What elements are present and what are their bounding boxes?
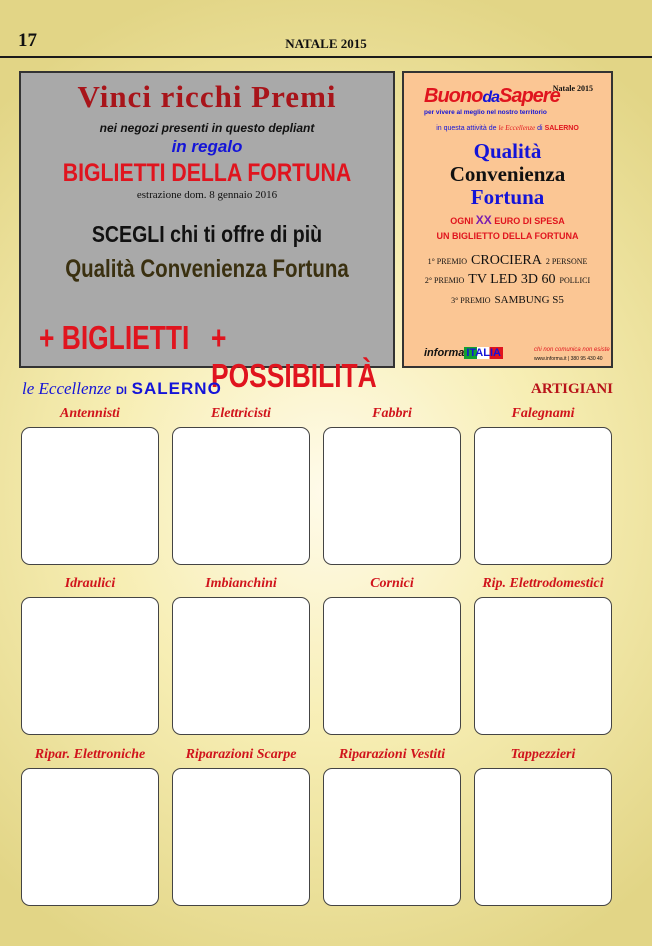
- promo-in-regalo: in regalo: [171, 137, 243, 156]
- category-label: Antennisti: [60, 406, 120, 421]
- category-box: [323, 597, 461, 735]
- coupon-activity-line: in questa attività de le Eccellenze di SALERNO: [436, 124, 579, 132]
- coupon-qualita: Qualità: [473, 139, 542, 163]
- category-label: Imbianchini: [205, 576, 277, 591]
- promo-headline: Vinci ricchi Premi: [77, 79, 337, 114]
- category-box: [323, 768, 461, 906]
- category-box: [474, 597, 612, 735]
- informa-italia-logo: informa ITALIA: [424, 347, 501, 359]
- category-box: [172, 597, 310, 735]
- category-label: Rip. Elettrodomestici: [482, 576, 604, 591]
- page-number: 17: [18, 30, 37, 51]
- category-box: [474, 768, 612, 906]
- category-label: Ripar. Elettroniche: [34, 747, 146, 762]
- page-title: NATALE 2015: [285, 36, 367, 51]
- coupon-edition: Natale 2015: [552, 84, 593, 93]
- section-category: ARTIGIANI: [531, 381, 613, 397]
- coupon-box: [402, 71, 613, 368]
- coupon-convenienza: Convenienza: [449, 162, 566, 186]
- promo-estrazione: estrazione dom. 8 gennaio 2016: [136, 189, 278, 201]
- category-box: [21, 597, 159, 735]
- coupon-slogan: per vivere al meglio nel nostro territorio: [424, 109, 547, 116]
- coupon-footer-slogan: chi non comunica non esiste: [534, 347, 610, 353]
- category-box: [474, 427, 612, 565]
- category-label: Elettricisti: [211, 406, 271, 421]
- promo-subline: nei negozi presenti in questo depliant: [99, 121, 315, 135]
- coupon-prize-1: 1° PREMIO CROCIERA 2 PERSONE: [427, 253, 588, 268]
- header-divider: [0, 56, 652, 58]
- category-label: Falegnami: [511, 406, 575, 421]
- category-box: [172, 768, 310, 906]
- promo-more-chances: + POSSIBILITÀ: [211, 319, 377, 394]
- promo-qcf: Qualità Convenienza Fortuna: [65, 255, 349, 283]
- coupon-biglietto-line: UN BIGLIETTO DELLA FORTUNA: [436, 231, 579, 241]
- coupon-ogni-line: OGNI XX EURO DI SPESA: [450, 213, 565, 227]
- category-box: [323, 427, 461, 565]
- category-label: Idraulici: [64, 576, 116, 591]
- coupon-prize-2: 2° PREMIO TV LED 3D 60 POLLICI: [424, 272, 591, 287]
- coupon-footer-contact: www.informa.it | 380 95 430 40: [534, 356, 603, 362]
- coupon-brand-logo: BuonodaSapere: [424, 85, 560, 107]
- promo-biglietti-title: BIGLIETTI DELLA FORTUNA: [62, 159, 352, 187]
- section-title: le Eccellenze DI SALERNO: [22, 379, 222, 398]
- promo-more-tickets: + BIGLIETTI: [39, 319, 190, 356]
- category-label: Fabbri: [372, 406, 412, 421]
- category-box: [172, 427, 310, 565]
- category-box: [21, 768, 159, 906]
- coupon-fortuna: Fortuna: [470, 185, 545, 209]
- category-label: Cornici: [370, 576, 414, 591]
- category-box: [21, 427, 159, 565]
- promo-scegli: SCEGLI chi ti offre di più: [91, 221, 323, 247]
- category-label: Riparazioni Vestiti: [338, 747, 446, 762]
- category-label: Riparazioni Scarpe: [185, 747, 297, 762]
- category-label: Tappezzieri: [510, 747, 576, 762]
- coupon-prize-3: 3° PREMIO SAMBUNG S5: [451, 294, 564, 306]
